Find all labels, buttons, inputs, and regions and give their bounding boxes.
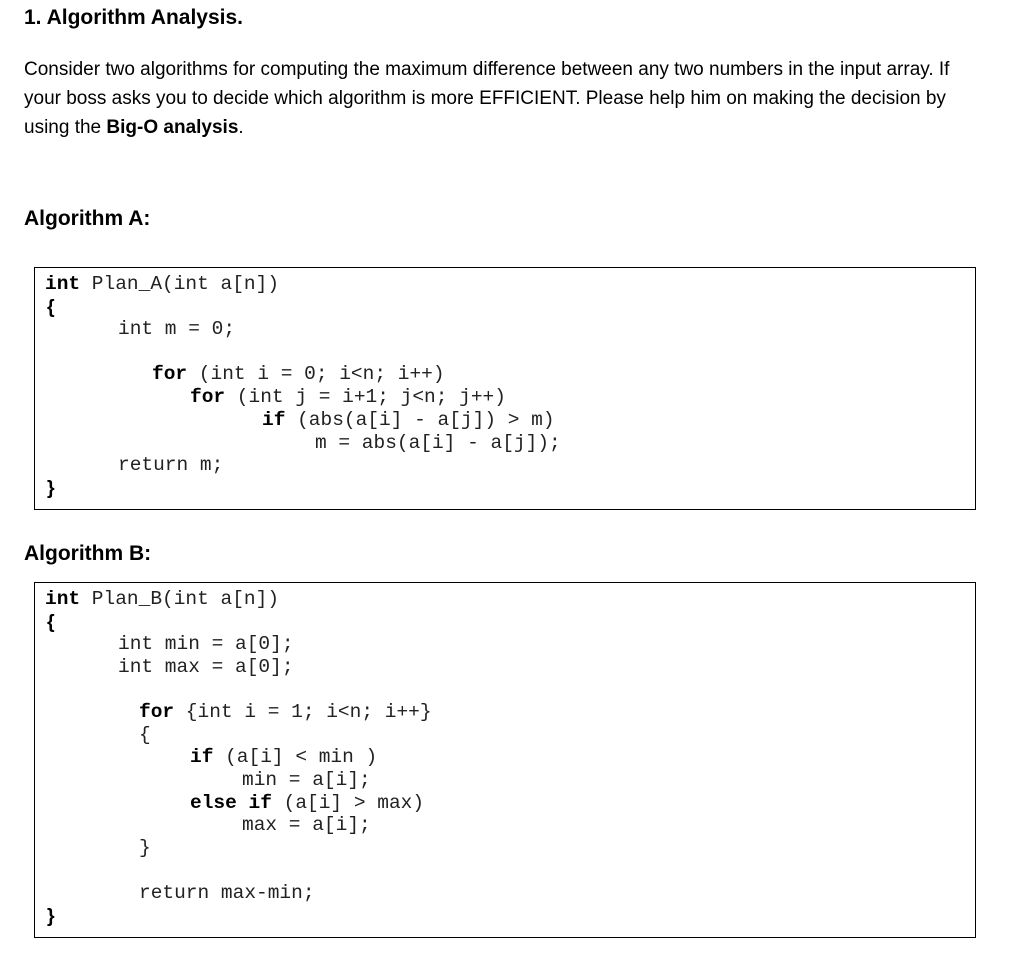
- code-line: {: [139, 724, 151, 746]
- code-text: {int i = 1; i<n; i++}: [174, 701, 432, 723]
- code-text: (int j = i+1; j<n; j++): [225, 386, 506, 408]
- code-keyword: else if: [190, 792, 272, 814]
- code-text: Plan_B(int a[n]): [80, 588, 280, 610]
- algorithm-b-label: Algorithm B:: [24, 542, 152, 565]
- code-line: [190, 746, 377, 769]
- code-keyword: for: [190, 386, 226, 408]
- code-line: min = a[i];: [242, 769, 371, 791]
- code-keyword: int: [45, 588, 81, 610]
- code-text: (int i = 0; i<n; i++): [187, 363, 445, 385]
- code-line: [152, 363, 445, 386]
- code-line: [190, 792, 424, 815]
- page-title: 1. Algorithm Analysis.: [24, 6, 243, 29]
- code-line: return max-min;: [139, 882, 315, 904]
- algorithm-a-label: Algorithm A:: [24, 207, 151, 230]
- code-line: return m;: [118, 454, 224, 476]
- intro-bold: Big-O analysis: [106, 117, 239, 138]
- code-line: int min = a[0];: [118, 633, 294, 655]
- code-open-brace: {: [47, 296, 55, 318]
- code-text: (abs(a[i] - a[j]) > m): [285, 409, 555, 431]
- algorithm-b-code-box: [34, 582, 976, 938]
- code-close-brace: }: [47, 905, 55, 927]
- code-line: int m = 0;: [118, 318, 236, 340]
- code-line: [45, 273, 279, 296]
- code-open-brace: {: [47, 611, 55, 633]
- code-keyword: if: [190, 746, 214, 768]
- code-text: (a[i] < min ): [213, 746, 378, 768]
- code-keyword: for: [139, 701, 175, 723]
- code-line: [262, 409, 555, 432]
- intro-paragraph: [24, 55, 984, 142]
- code-line: int max = a[0];: [118, 656, 294, 678]
- code-line: }: [139, 837, 151, 859]
- code-line: m = abs(a[i] - a[j]);: [315, 432, 561, 454]
- code-line: [190, 386, 506, 409]
- code-text: (a[i] > max): [271, 792, 425, 814]
- code-line: [139, 701, 432, 724]
- code-text: Plan_A(int a[n]): [80, 273, 280, 295]
- code-keyword: for: [152, 363, 188, 385]
- algorithm-a-code-box: [34, 267, 976, 510]
- code-close-brace: }: [47, 477, 55, 499]
- code-keyword: int: [45, 273, 81, 295]
- code-line: [45, 588, 279, 611]
- code-line: max = a[i];: [242, 814, 371, 836]
- intro-text-1: Consider two algorithms for computing the maximum difference between any two numbers in the input array. If your boss asks you to decide which algorithm is more EFFICIENT. Please help him on making the decision by using the: [24, 59, 950, 138]
- code-keyword: if: [262, 409, 286, 431]
- intro-text-2: .: [238, 117, 244, 138]
